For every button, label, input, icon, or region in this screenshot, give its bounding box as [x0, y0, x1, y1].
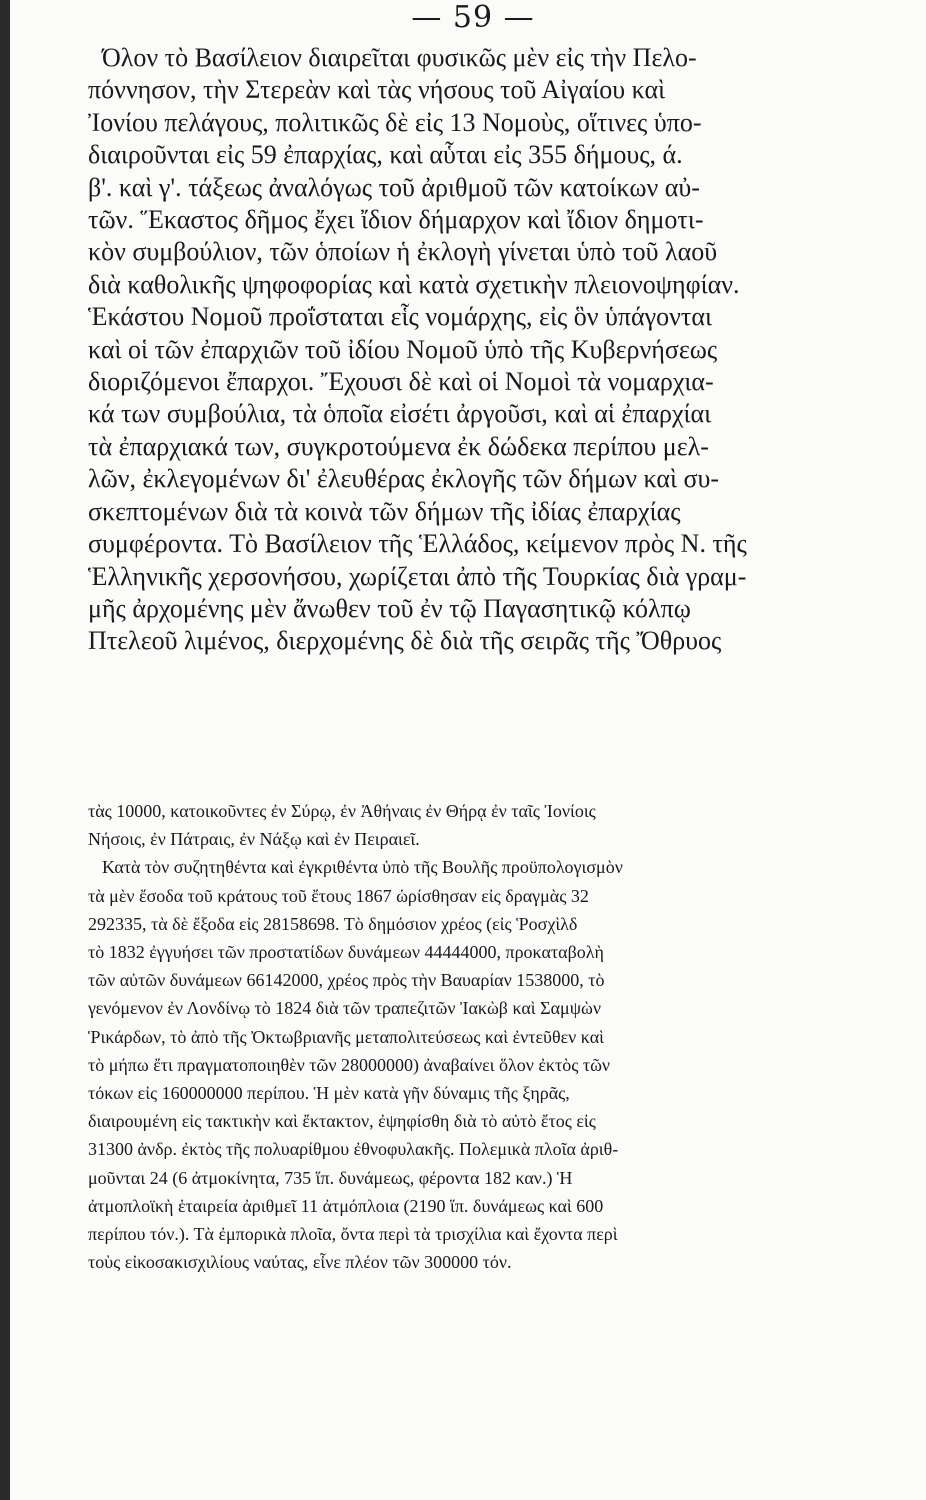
main-text-line: πόννησον, τὴν Στερεὰν καὶ τὰς νήσους τοῦ Αἰγαίου καὶ	[88, 75, 666, 105]
main-text-line: Όλον τὸ Βασίλειον διαιρεῖται φυσικῶς μὲν εἰς τὴν Πελο-	[102, 43, 697, 72]
footnote-line: μοῦνται 24 (6 ἀτμοκίνητα, 735 ἵπ. δυνάμεως, φέροντα 182 καν.) Ἡ	[88, 1167, 573, 1188]
footnote-line: ἀτμοπλοϊκὴ ἑταιρεία ἀριθμεῖ 11 ἀτμόπλοια (2190 ἵπ. δυνάμεως καὶ 600	[88, 1195, 604, 1216]
footnote-line: τῶν αὐτῶν δυνάμεων 66142000, χρέος πρὸς τὴν Βαυαρίαν 1538000, τὸ	[88, 970, 605, 991]
footnote-line: τὰς 10000, κατοικοῦντες ἐν Σύρῳ, ἐν Ἀθήναις ἐν Θήρᾳ ἐν ταῖς Ἰονίοις	[88, 801, 596, 821]
main-text-line: Ἰονίου πελάγους, πολιτικῶς δὲ εἰς 13 Νομοὺς, οἵτινες ὑπο-	[88, 107, 702, 137]
footnote-line: Νήσοις, ἐν Πάτραις, ἐν Νάξῳ καὶ ἐν Πειραιεῖ.	[88, 829, 420, 850]
main-text-line: Ἑκάστου Νομοῦ προΐσταται εἷς νομάρχης, εἰς ὃν ὑπάγονται	[88, 302, 712, 332]
footnote-block	[88, 797, 843, 1276]
footnote-line: 31300 ἀνδρ. ἐκτὸς τῆς πολυαρίθμου ἐθνοφυλακῆς. Πολεμικὰ πλοῖα ἀριθ-	[88, 1139, 619, 1160]
main-text-block	[88, 42, 843, 658]
footnote-line: περίπου τόν.). Τὰ ἐμπορικὰ πλοῖα, ὄντα περὶ τὰ τρισχίλια καὶ ἔχοντα περὶ	[88, 1224, 618, 1245]
footnote-line: τόκων εἰς 160000000 περίπου. Ἡ μὲν κατὰ γῆν δύναμις τῆς ξηρᾶς,	[88, 1083, 570, 1104]
footnote-line: διαιρουμένη εἰς τακτικὴν καὶ ἔκτακτον, ἐψηφίσθη διὰ τὸ αὐτὸ ἔτος εἰς	[88, 1111, 596, 1132]
main-text-line: λῶν, ἐκλεγομένων δι' ἐλευθέρας ἐκλογῆς τῶν δήμων καὶ συ-	[88, 464, 720, 494]
main-text-line: διαιροῦνται εἰς 59 ἐπαρχίας, καὶ αὗται εἰς 355 δήμους, ά.	[88, 140, 683, 170]
main-text-line: διοριζόμενοι ἔπαρχοι. Ἔχουσι δὲ καὶ οἱ Νομοὶ τὰ νομαρχια-	[88, 367, 714, 397]
footnote-line: Κατὰ τὸν συζητηθέντα καὶ ἐγκριθέντα ὑπὸ τῆς Βουλῆς προϋπολογισμὸν	[102, 857, 623, 878]
footnote-line: Ῥικάρδων, τὸ ἀπὸ τῆς Ὀκτωβριανῆς μεταπολιτεύσεως καὶ ἐντεῦθεν καὶ	[88, 1026, 604, 1047]
main-text-line: κά των συμβούλια, τὰ ὁποῖα εἰσέτι ἀργοῦσι, καὶ αἱ ἐπαρχίαι	[88, 399, 712, 429]
main-text-line: διὰ καθολικῆς ψηφοφορίας καὶ κατὰ σχετικὴν πλειονοψηφίαν.	[88, 269, 740, 299]
footnote-line: τὸ μήπω ἔτι πραγματοποιηθὲν τῶν 28000000) ἀναβαίνει ὅλον ἐκτὸς τῶν	[88, 1054, 611, 1075]
main-text-line: τὰ ἐπαρχιακά των, συγκροτούμενα ἐκ δώδεκα περίπου μελ-	[88, 431, 709, 461]
footnote-line: τοὺς εἰκοσακισχιλίους ναύτας, εἶνε πλέον τῶν 300000 τόν.	[88, 1252, 512, 1273]
main-text-line: Πτελεοῦ λιμένος, διερχομένης δὲ διὰ τῆς σειρᾶς τῆς Ὄθρυος	[88, 626, 722, 656]
main-text-line: συμφέροντα. Τὸ Βασίλειον τῆς Ἑλλάδος, κείμενον πρὸς Ν. τῆς	[88, 529, 747, 559]
footnote-line: τὰ μὲν ἔσοδα τοῦ κράτους τοῦ ἔτους 1867 ὡρίσθησαν εἰς δραγμὰς 32	[88, 885, 589, 906]
footnote-line: τὸ 1832 ἐγγυήσει τῶν προστατίδων δυνάμεων 44444000, προκαταβολὴ	[88, 942, 604, 963]
main-text-line: Ἑλληνικῆς χερσονήσου, χωρίζεται ἀπὸ τῆς Τουρκίας διὰ γραμ-	[88, 561, 747, 591]
main-text-line: μῆς ἀρχομένης μὲν ἄνωθεν τοῦ ἐν τῷ Παγασητικῷ κόλπῳ	[88, 593, 691, 623]
main-text-line: σκεπτομένων διὰ τὰ κοινὰ τῶν δήμων τῆς ἰδίας ἐπαρχίας	[88, 496, 681, 526]
footnote-line: γενόμενον ἐν Λονδίνῳ τὸ 1824 διὰ τῶν τραπεζιτῶν Ἰακὼβ καὶ Σαμψὼν	[88, 998, 601, 1019]
main-text-line: καὶ οἱ τῶν ἐπαρχιῶν τοῦ ἰδίου Νομοῦ ὑπὸ τῆς Κυβερνήσεως	[88, 334, 718, 364]
main-text-line: τῶν. Ἕκαστος δῆμος ἔχει ἴδιον δήμαρχον καὶ ἴδιον δημοτι-	[88, 205, 704, 235]
page-number: — 59 —	[411, 0, 535, 35]
footnote-line: 292335, τὰ δὲ ἔξοδα εἰς 28158698. Τὸ δημόσιον χρέος (εἰς Ῥοσχὶλδ	[88, 913, 578, 934]
main-text-line: β'. καὶ γ'. τάξεως ἀναλόγως τοῦ ἀριθμοῦ τῶν κατοίκων αὐ-	[88, 172, 700, 202]
main-text-line: κὸν συμβούλιον, τῶν ὁποίων ἡ ἐκλογὴ γίνεται ὑπὸ τοῦ λαοῦ	[88, 237, 718, 267]
